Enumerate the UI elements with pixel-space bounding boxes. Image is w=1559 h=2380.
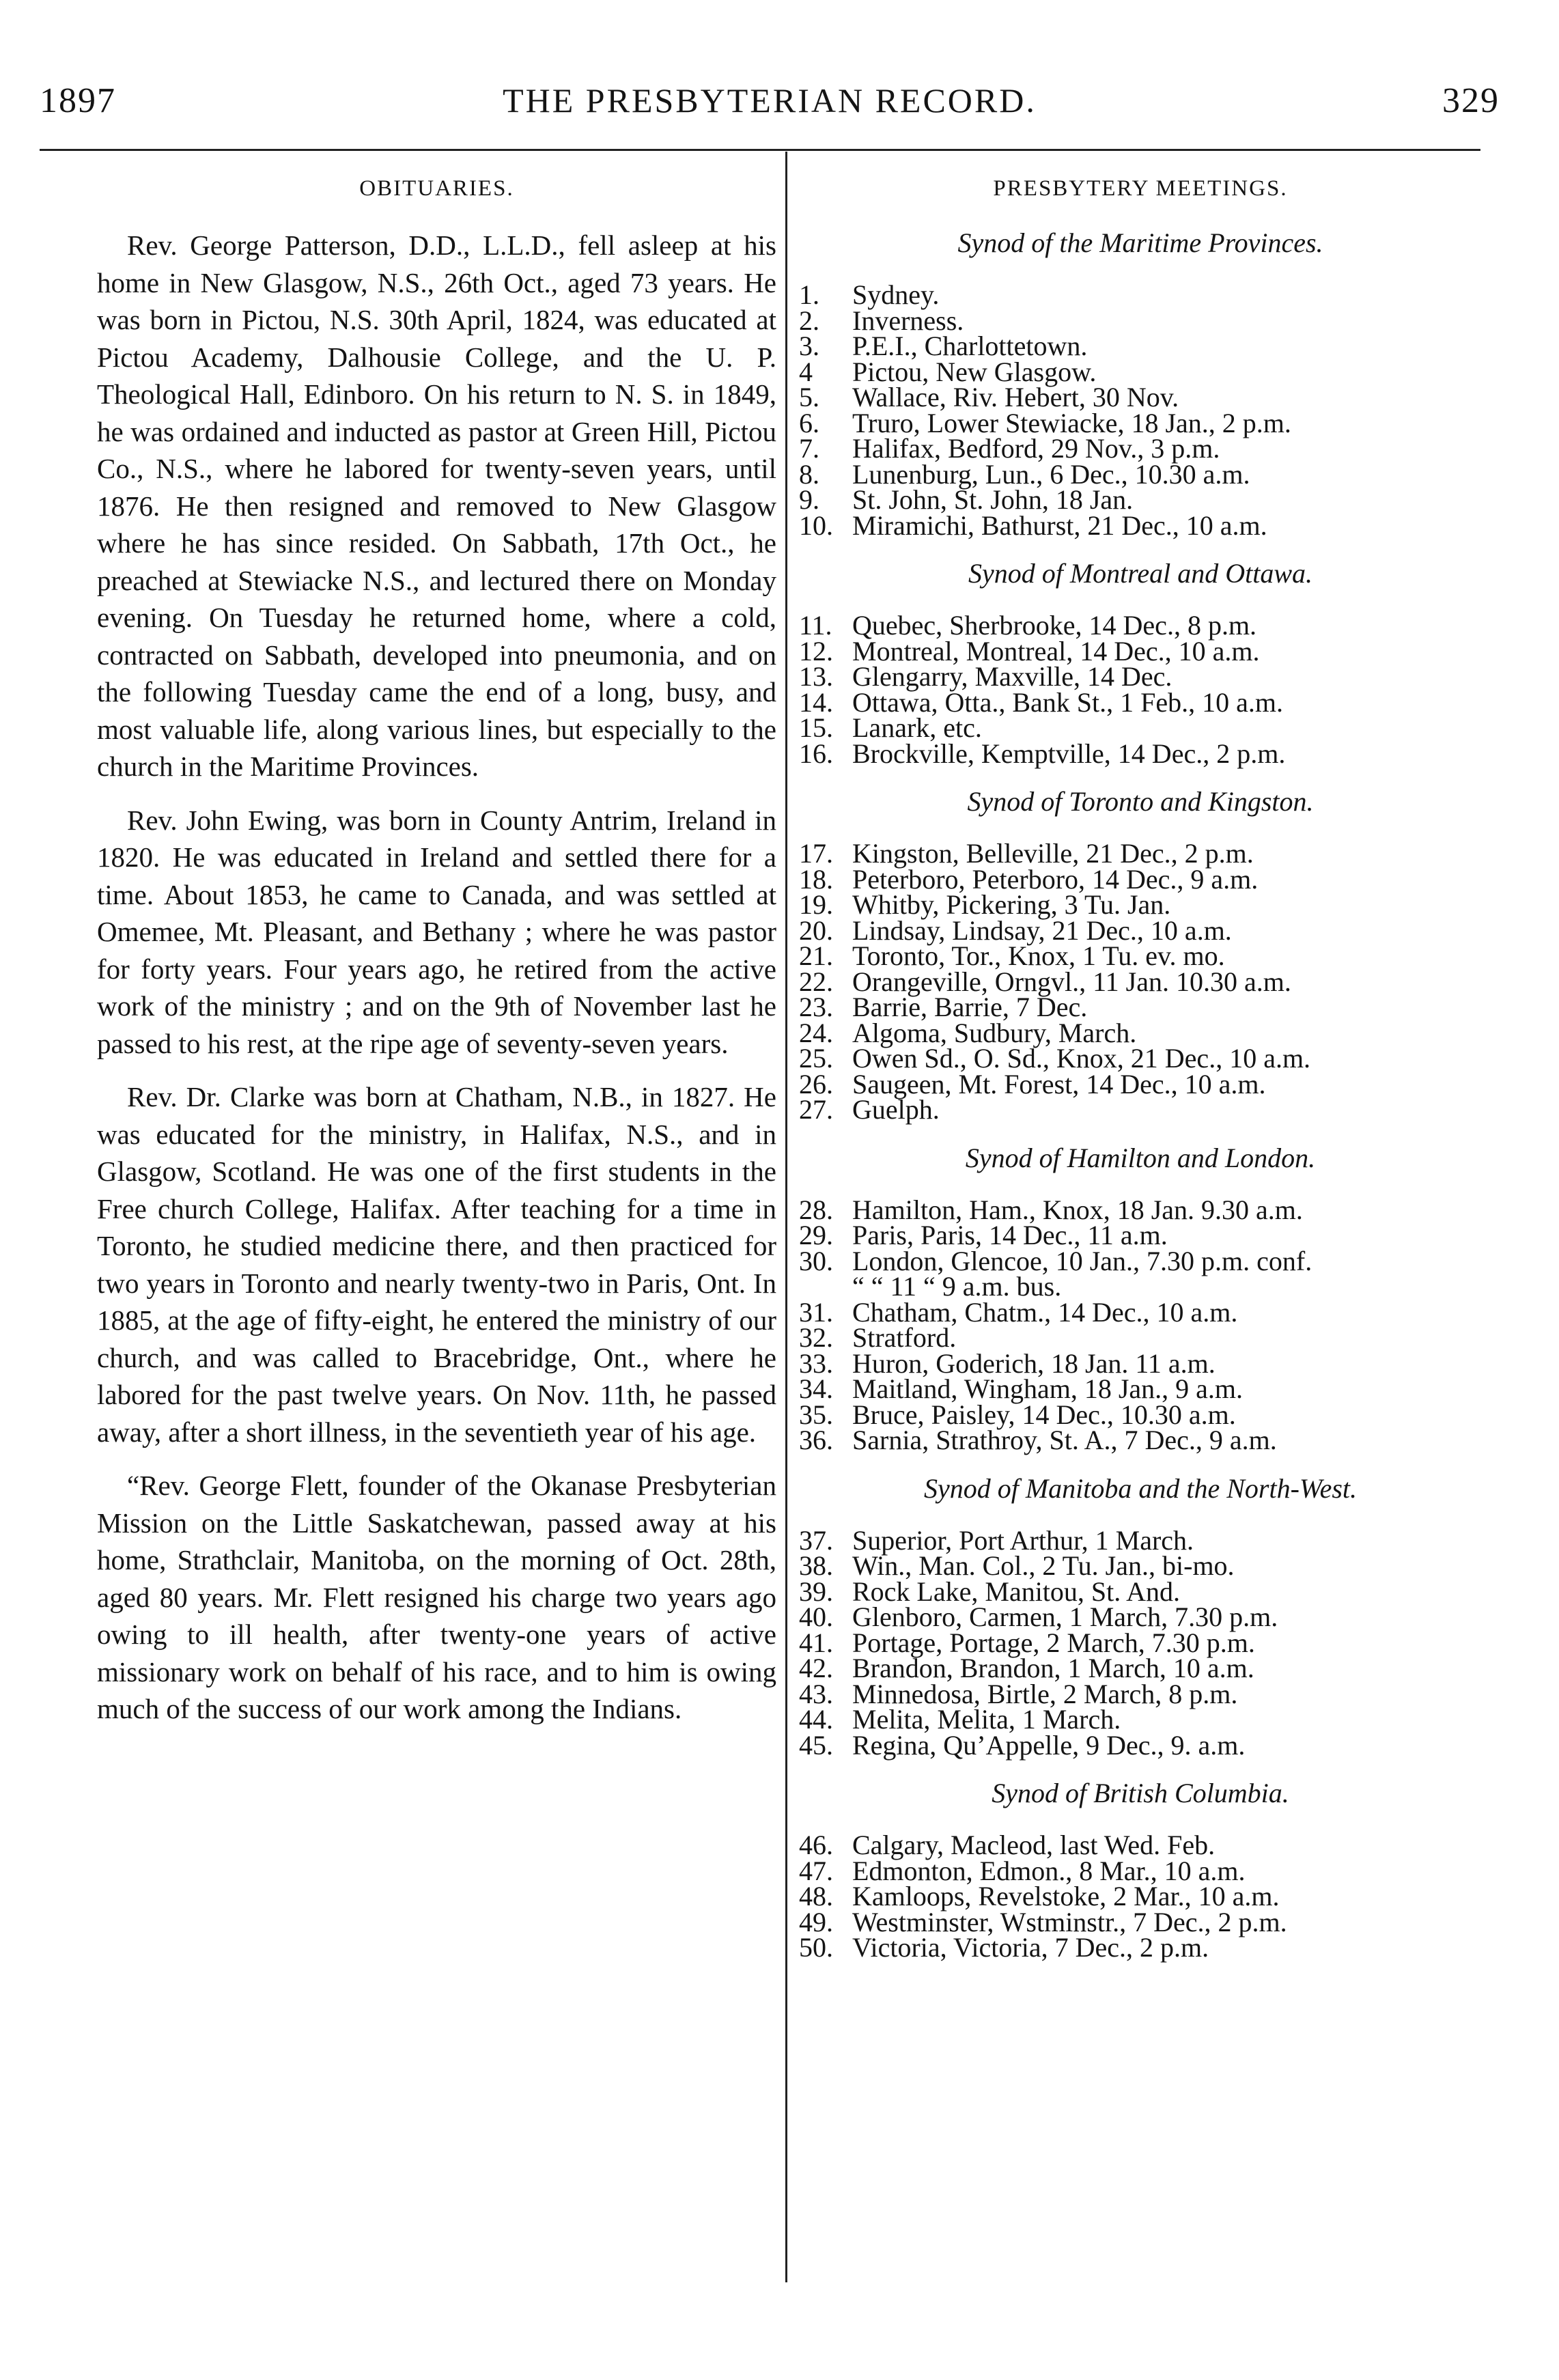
meeting-number: 5.: [799, 382, 819, 412]
meeting-number: 49.: [799, 1906, 833, 1937]
meeting-item: [799, 661, 1482, 692]
meeting-item: [799, 838, 1482, 869]
meeting-number: 9.: [799, 484, 819, 515]
synod-heading: Synod of Hamilton and London.: [965, 1142, 1316, 1173]
synod-heading: Synod of British Columbia.: [992, 1778, 1289, 1808]
meeting-number: 1.: [799, 279, 819, 310]
obituary-patterson: Rev. George Patterson, D.D., L.L.D., fell asleep at his home in New Glasgow, N.S., 26th Oct., aged 73 years. He was born in Pictou, N.S. 30th April, 1824, was educated at Pictou Academy, Dalhousie College, and the U. P. Theological Hall, Edinboro. On his return to N. S. in 1849, he was ordained and inducted as pastor at Green Hill, Pictou Co., N.S., where he labored for twenty-seven years, until 1876. He then resigned and removed to New Glasgow where he has since resided. On Sabbath, 17th Oct., he preached at Stewiacke N.S., and lectured there on Monday evening. On Tuesday he returned home, where a cold, contracted on Sabbath, developed into pneumonia, and on the following Tuesday came the end of a long, busy, and most valuable life, along various lines, but especially to the church in the Maritime Provinces.: [97, 229, 776, 782]
meeting-item: [799, 1017, 1482, 1048]
meeting-number: 24.: [799, 1017, 833, 1048]
meeting-details: St. John, St. John, 18 Jan.: [852, 484, 1134, 515]
meeting-number: 11.: [799, 610, 832, 641]
meeting-number: 39.: [799, 1576, 833, 1607]
meeting-details: Inverness.: [852, 305, 964, 336]
meeting-item: [799, 966, 1482, 997]
meeting-item: [799, 610, 1482, 641]
meeting-item: [799, 1194, 1482, 1225]
meeting-item: [799, 1601, 1482, 1632]
meeting-item: [799, 889, 1482, 920]
meeting-item: [799, 1576, 1482, 1607]
meeting-item: [799, 635, 1482, 667]
meeting-number: 20.: [799, 914, 833, 946]
meeting-item: [799, 1655, 1482, 1681]
meeting-item: [799, 1524, 1482, 1556]
header-rule: [40, 149, 1480, 151]
meeting-details: Minnedosa, Birtle, 2 March, 8 p.m.: [852, 1678, 1238, 1709]
meeting-number: 23.: [799, 992, 833, 1022]
meeting-details: “ “ 11 “ 9 a.m. bus.: [852, 1271, 1062, 1302]
meeting-list: [799, 1194, 1482, 1455]
meeting-number: 6.: [799, 407, 819, 438]
meeting-details: Huron, Goderich, 18 Jan. 11 a.m.: [852, 1347, 1216, 1379]
meeting-number: 35.: [799, 1399, 833, 1430]
meeting-list: [799, 1832, 1482, 1961]
meeting-details: Truro, Lower Stewiacke, 18 Jan., 2 p.m.: [852, 407, 1291, 438]
meeting-item: [799, 738, 1482, 769]
meeting-details: Bruce, Paisley, 14 Dec., 10.30 a.m.: [852, 1399, 1236, 1430]
meeting-details: Saugeen, Mt. Forest, 14 Dec., 10 a.m.: [852, 1068, 1266, 1100]
meeting-list: [799, 838, 1482, 1125]
meeting-details: Stratford.: [852, 1322, 957, 1353]
meeting-item: [799, 1296, 1482, 1328]
meeting-number: 25.: [799, 1043, 833, 1074]
meeting-details: Paris, Paris, 14 Dec., 11 a.m.: [852, 1220, 1168, 1250]
meeting-item: [799, 994, 1482, 1020]
meeting-item: [799, 1399, 1482, 1430]
meeting-number: 2.: [799, 305, 819, 336]
obituaries-column: [97, 176, 776, 1744]
meeting-number: 43.: [799, 1678, 833, 1709]
meeting-number: 31.: [799, 1296, 833, 1328]
meeting-item: [799, 914, 1482, 946]
meeting-item: [799, 712, 1482, 743]
meeting-number: 46.: [799, 1830, 833, 1860]
meeting-details: Hamilton, Ham., Knox, 18 Jan. 9.30 a.m.: [852, 1194, 1303, 1225]
meeting-details: Portage, Portage, 2 March, 7.30 p.m.: [852, 1627, 1255, 1658]
meeting-number: [799, 1274, 852, 1300]
meeting-item: [799, 407, 1482, 438]
meeting-item: [799, 1322, 1482, 1353]
meeting-number: 27.: [799, 1094, 833, 1125]
meeting-details: Guelph.: [852, 1094, 940, 1125]
meeting-item: [799, 1932, 1482, 1963]
meeting-list: [799, 1524, 1482, 1761]
meeting-details: Barrie, Barrie, 7 Dec.: [852, 992, 1088, 1022]
meeting-details: Lunenburg, Lun., 6 Dec., 10.30 a.m.: [852, 458, 1250, 490]
meeting-number: 26.: [799, 1068, 833, 1100]
meeting-number: 30.: [799, 1245, 833, 1276]
meeting-item: [799, 1678, 1482, 1709]
meeting-details: Win., Man. Col., 2 Tu. Jan., bi-mo.: [852, 1550, 1235, 1581]
meeting-item: [799, 940, 1482, 971]
meeting-details: Brandon, Brandon, 1 March, 10 a.m.: [852, 1653, 1254, 1683]
meeting-details: P.E.I., Charlottetown.: [852, 331, 1088, 361]
meeting-details: Halifax, Bedford, 29 Nov., 3 p.m.: [852, 433, 1220, 464]
presbytery-meetings-heading: PRESBYTERY MEETINGS.: [993, 176, 1288, 201]
meeting-details: Sarnia, Strathroy, St. A., 7 Dec., 9 a.m.: [852, 1425, 1277, 1455]
meeting-details: Glenboro, Carmen, 1 March, 7.30 p.m.: [852, 1601, 1278, 1632]
meeting-item: [799, 1627, 1482, 1658]
meeting-item: [799, 686, 1482, 718]
meeting-item: [799, 1068, 1482, 1100]
meeting-details: Miramichi, Bathurst, 21 Dec., 10 a.m.: [852, 509, 1267, 541]
obituary-clarke: Rev. Dr. Clarke was born at Chatham, N.B., in 1827. He was educated for the ministry, in Halifax, N.S., and in Glasgow, Scotland. He was one of the first students in the Free church College, Halifax. After teaching for a time in Toronto, he studied medicine there, and then practiced for two years in Toronto and nearly twenty-two in Paris, Ont. In 1885, at the age of fifty-eight, he entered the ministry of our church, and was called to Bracebridge, Ont., where he labored for the past twelve years. On Nov. 11th, he passed away, after a short illness, in the seventieth year of his age.: [97, 1081, 776, 1448]
meeting-number: 18.: [799, 863, 833, 895]
meeting-item: [799, 1855, 1482, 1886]
meeting-number: 21.: [799, 940, 833, 971]
meeting-item: [799, 1427, 1482, 1453]
meeting-item: [799, 1704, 1482, 1735]
meeting-number: 32.: [799, 1322, 833, 1353]
meeting-item: [799, 1094, 1482, 1125]
presbytery-meetings-column: [799, 176, 1482, 1961]
meeting-item: [799, 279, 1482, 310]
meeting-item: [799, 1347, 1482, 1379]
meeting-details: Algoma, Sudbury, March.: [852, 1017, 1137, 1048]
meeting-number: 3.: [799, 331, 819, 361]
meeting-item: [799, 1832, 1482, 1858]
meeting-item: [799, 1906, 1482, 1937]
meeting-details: Chatham, Chatm., 14 Dec., 10 a.m.: [852, 1296, 1238, 1328]
meeting-item: [799, 1550, 1482, 1581]
meeting-details: Regina, Qu’Appelle, 9 Dec., 9. a.m.: [852, 1729, 1246, 1761]
meeting-number: 34.: [799, 1373, 833, 1404]
meeting-details: Wallace, Riv. Hebert, 30 Nov.: [852, 382, 1179, 412]
meeting-number: 4: [799, 356, 813, 387]
meeting-details: Edmonton, Edmon., 8 Mar., 10 a.m.: [852, 1855, 1246, 1886]
meeting-item: [799, 1373, 1482, 1404]
meeting-number: 7.: [799, 433, 819, 464]
meeting-details: Lindsay, Lindsay, 21 Dec., 10 a.m.: [852, 914, 1232, 946]
meeting-item: [799, 1881, 1482, 1912]
meeting-number: 16.: [799, 738, 833, 769]
header-year: 1897: [40, 81, 116, 120]
meeting-details: Montreal, Montreal, 14 Dec., 10 a.m.: [852, 635, 1260, 667]
meeting-item: [799, 1222, 1482, 1248]
meeting-item: [799, 1729, 1482, 1761]
meeting-list: [799, 610, 1482, 769]
meeting-number: 40.: [799, 1601, 833, 1632]
synod-heading: Synod of Manitoba and the North-West.: [923, 1472, 1358, 1504]
meeting-number: 29.: [799, 1220, 833, 1250]
obituary-ewing: Rev. John Ewing, was born in County Antrim, Ireland in 1820. He was educated in Ireland and settled there for a time. About 1853, he came to Canada, and was settled at Omemee, Mt. Pleasant, and Bethany ; where he was pastor for forty years. Four years ago, he retired from the active work of the ministry ; and on the 9th of November last he passed to his rest, at the ripe age of seventy-seven years.: [97, 804, 776, 1059]
meeting-number: 14.: [799, 686, 833, 718]
meeting-number: 45.: [799, 1729, 833, 1761]
meeting-details: Ottawa, Otta., Bank St., 1 Feb., 10 a.m.: [852, 686, 1284, 718]
header-title: THE PRESBYTERIAN RECORD.: [503, 81, 1037, 120]
meeting-number: 41.: [799, 1627, 833, 1658]
obituaries-heading: OBITUARIES.: [359, 176, 514, 201]
synod-heading: Synod of Montreal and Ottawa.: [968, 558, 1313, 589]
meeting-number: 22.: [799, 966, 833, 997]
meeting-details: Maitland, Wingham, 18 Jan., 9 a.m.: [852, 1373, 1244, 1404]
meeting-number: 13.: [799, 661, 833, 692]
meeting-item: [799, 384, 1482, 410]
meeting-details: Calgary, Macleod, last Wed. Feb.: [852, 1830, 1216, 1860]
meeting-number: 8.: [799, 458, 819, 490]
meeting-item: [799, 458, 1482, 490]
meeting-item: [799, 484, 1482, 515]
meeting-item: [799, 333, 1482, 359]
synod-heading: Synod of Toronto and Kingston.: [967, 786, 1314, 817]
meeting-number: 44.: [799, 1704, 833, 1735]
meeting-number: 47.: [799, 1855, 833, 1886]
meeting-details: Toronto, Tor., Knox, 1 Tu. ev. mo.: [852, 940, 1225, 971]
page-header: [40, 81, 1500, 142]
meeting-details: Lanark, etc.: [852, 712, 982, 743]
meeting-details: Sydney.: [852, 279, 940, 310]
meeting-details: Melita, Melita, 1 March.: [852, 1704, 1121, 1735]
meeting-details: London, Glencoe, 10 Jan., 7.30 p.m. conf.: [852, 1245, 1312, 1276]
meeting-number: 17.: [799, 838, 833, 869]
meeting-details: Superior, Port Arthur, 1 March.: [852, 1524, 1194, 1556]
meeting-item: [799, 305, 1482, 336]
meeting-number: 42.: [799, 1653, 833, 1683]
meeting-details: Quebec, Sherbrooke, 14 Dec., 8 p.m.: [852, 610, 1257, 641]
meeting-details: Westminster, Wstminstr., 7 Dec., 2 p.m.: [852, 1906, 1287, 1937]
synod-list: [799, 227, 1482, 1961]
meeting-number: 38.: [799, 1550, 833, 1581]
meeting-item: [799, 863, 1482, 895]
header-page-number: 329: [1442, 81, 1500, 120]
meeting-number: 19.: [799, 889, 833, 920]
meeting-number: 50.: [799, 1932, 833, 1963]
synod-heading: Synod of the Maritime Provinces.: [957, 227, 1323, 258]
meeting-details: Rock Lake, Manitou, St. And.: [852, 1576, 1180, 1607]
obituary-flett: “Rev. George Flett, founder of the Okanase Presbyterian Mission on the Little Saskatchewan, passed away at his home, Strathclair, Manitoba, on the morning of Oct. 28th, aged 80 years. Mr. Flett resigned his charge two years ago owing to ill health, after twenty-one years of active missionary work on behalf of his race, and to him is owing much of the success of our work among the Indians.: [97, 1470, 776, 1724]
meeting-details: Glengarry, Maxville, 14 Dec.: [852, 661, 1172, 692]
meeting-item: [799, 1043, 1482, 1074]
meeting-item: [799, 1271, 1482, 1302]
meeting-details: Peterboro, Peterboro, 14 Dec., 9 a.m.: [852, 863, 1259, 895]
meeting-item: [799, 509, 1482, 541]
meeting-details: Kamloops, Revelstoke, 2 Mar., 10 a.m.: [852, 1881, 1280, 1912]
column-divider: [785, 152, 787, 2282]
meeting-number: 48.: [799, 1881, 833, 1912]
meeting-number: 36.: [799, 1425, 833, 1455]
meeting-details: Orangeville, Orngvl., 11 Jan. 10.30 a.m.: [852, 966, 1291, 997]
meeting-number: 33.: [799, 1347, 833, 1379]
meeting-item: [799, 433, 1482, 464]
meeting-number: 37.: [799, 1524, 833, 1556]
meeting-list: [799, 279, 1482, 541]
meeting-item: [799, 1245, 1482, 1276]
meeting-number: 28.: [799, 1194, 833, 1225]
meeting-number: 15.: [799, 712, 833, 743]
meeting-details: Whitby, Pickering, 3 Tu. Jan.: [852, 889, 1171, 920]
meeting-number: 12.: [799, 635, 833, 667]
meeting-details: Brockville, Kemptville, 14 Dec., 2 p.m.: [852, 738, 1286, 769]
meeting-details: Owen Sd., O. Sd., Knox, 21 Dec., 10 a.m.: [852, 1043, 1311, 1074]
meeting-details: Pictou, New Glasgow.: [852, 356, 1097, 387]
meeting-details: Victoria, Victoria, 7 Dec., 2 p.m.: [852, 1932, 1209, 1963]
meeting-number: 10.: [799, 509, 833, 541]
meeting-details: Kingston, Belleville, 21 Dec., 2 p.m.: [852, 838, 1254, 869]
meeting-item: [799, 356, 1482, 387]
